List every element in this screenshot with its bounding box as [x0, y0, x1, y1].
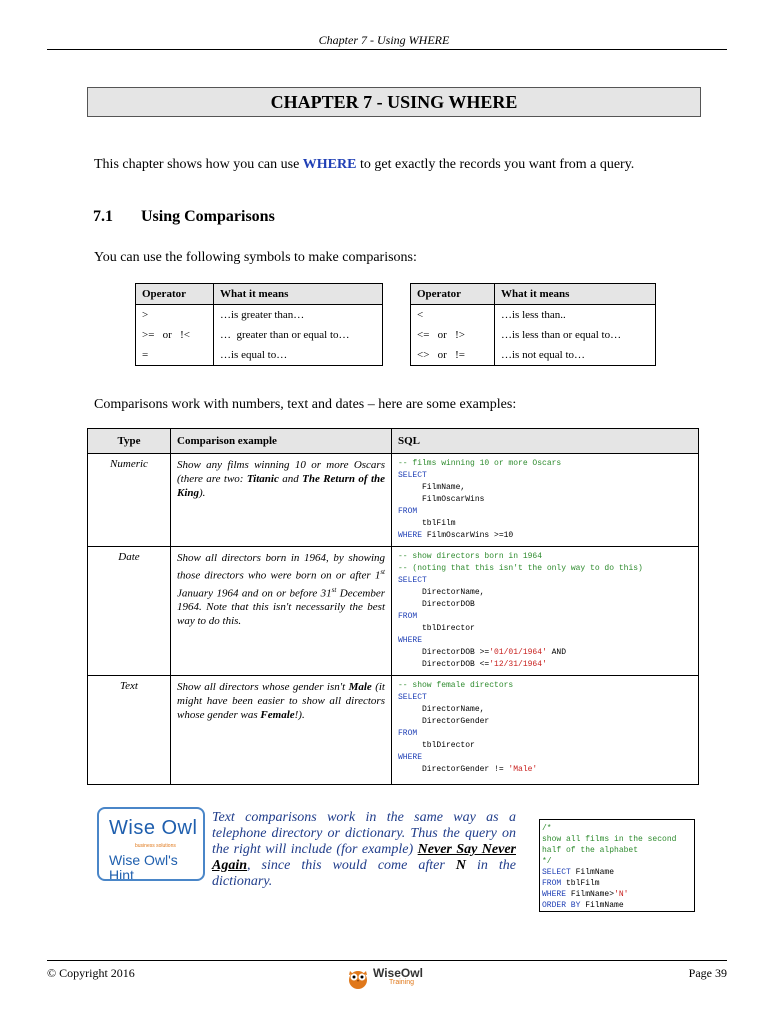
intro-paragraph — [94, 157, 634, 173]
sql-line — [398, 716, 692, 728]
table-row — [136, 325, 383, 345]
sql-line — [398, 611, 692, 623]
example-type: Text — [88, 676, 171, 785]
chapter-heading: CHAPTER 7 - USING WHERE — [87, 87, 701, 117]
sql-line — [398, 530, 692, 542]
sql-token: '01/01/1964' — [489, 648, 547, 657]
desc-emphasis: Male — [348, 681, 372, 693]
example-description — [171, 454, 392, 547]
example-type: Date — [88, 547, 171, 676]
sql-token: FROM — [398, 612, 418, 621]
sql-code-block — [398, 551, 692, 671]
page-header-title: Chapter 7 - Using WHERE — [318, 33, 450, 47]
operator-symbol: >= or !< — [136, 325, 214, 345]
hint-text-span: , since this would come after — [247, 858, 456, 873]
sql-line — [398, 647, 692, 659]
intro-text-before: This chapter shows how you can use — [94, 157, 303, 172]
sql-token: FilmName — [570, 868, 615, 877]
operator-symbol: <> or != — [411, 345, 495, 366]
sql-token: 'Male' — [508, 765, 538, 774]
example-description — [171, 547, 392, 676]
footer-logo — [345, 966, 425, 990]
desc-text: December 1964. Note that this isn't necessarily the best way to do this. — [177, 587, 385, 628]
section-number: 7.1 — [93, 208, 113, 225]
table-row — [411, 345, 656, 366]
operator-meaning: …is less than or equal to… — [495, 325, 656, 345]
sql-line — [398, 482, 692, 494]
sql-token: show all films in the second — [542, 835, 677, 844]
sql-token: WHERE — [398, 753, 423, 762]
sql-token: SELECT — [398, 693, 427, 702]
sql-code-block — [398, 458, 692, 542]
sql-token: FilmName — [580, 901, 624, 910]
sql-line — [542, 856, 692, 867]
desc-text: !). — [294, 709, 305, 721]
desc-superscript: st — [331, 585, 337, 594]
wise-owl-hint-logo — [97, 807, 205, 881]
table-row — [411, 325, 656, 345]
sql-token: FilmOscarWins >=10 — [422, 531, 514, 540]
copyright-text: © Copyright 2016 — [47, 966, 135, 980]
sql-line — [398, 623, 692, 635]
desc-text: Show all directors born in 1964, by showing those directors who were born on or after 1 — [177, 552, 385, 582]
operator-symbol: < — [411, 305, 495, 326]
sql-line — [398, 458, 692, 470]
sql-line — [542, 845, 692, 856]
sql-line — [542, 823, 692, 834]
operator-symbol: > — [136, 305, 214, 326]
table-header: Type — [88, 429, 171, 454]
table-header: What it means — [495, 284, 656, 305]
intro-keyword: WHERE — [302, 157, 357, 172]
table-header: What it means — [214, 284, 383, 305]
sql-token: FilmName, — [398, 483, 466, 492]
sql-line — [398, 587, 692, 599]
table-header: Comparison example — [171, 429, 392, 454]
hint-letter: N — [455, 858, 466, 873]
operator-symbol: <= or !> — [411, 325, 495, 345]
table-header: SQL — [392, 429, 699, 454]
sql-token: -- show female directors — [398, 681, 514, 690]
operator-meaning: …is equal to… — [214, 345, 383, 366]
sql-token: AND — [546, 648, 567, 657]
examples-intro: Comparisons work with numbers, text and dates – here are some examples: — [94, 397, 517, 412]
operator-table-less — [410, 283, 656, 366]
example-sql — [392, 547, 699, 676]
table-row — [88, 547, 699, 676]
sql-line — [398, 752, 692, 764]
sql-token: 'N' — [614, 890, 629, 899]
desc-text: January 1964 and on or before 31 — [177, 587, 332, 600]
sql-line — [398, 740, 692, 752]
sql-line — [398, 470, 692, 482]
logo-wordmark: Wise Owl — [109, 817, 198, 839]
comparison-examples-table — [87, 428, 699, 785]
sql-line — [398, 506, 692, 518]
sql-token: FilmOscarWins — [398, 495, 485, 504]
hint-sql-code — [539, 819, 695, 912]
owl-icon — [345, 966, 371, 990]
footer-logo-sub: Training — [389, 979, 415, 986]
desc-text: Show all directors whose gender isn't — [177, 681, 349, 693]
desc-superscript: st — [380, 568, 385, 576]
sql-line — [398, 563, 692, 575]
example-description — [171, 676, 392, 785]
sql-token: FROM — [398, 507, 418, 516]
sql-line — [398, 704, 692, 716]
sql-token: DirectorDOB <= — [398, 660, 490, 669]
sql-token: -- films winning 10 or more Oscars — [398, 459, 562, 468]
sql-token: DirectorName, — [398, 705, 485, 714]
operator-meaning: …is not equal to… — [495, 345, 656, 366]
sql-token: WHERE — [398, 531, 423, 540]
sql-line — [542, 834, 692, 845]
sql-line — [542, 889, 692, 900]
footer-logo-word: WiseOwl — [373, 966, 423, 980]
sql-token: WHERE — [398, 636, 423, 645]
operator-meaning: … greater than or equal to… — [214, 325, 383, 345]
sql-token: DirectorName, — [398, 588, 485, 597]
operator-meaning: …is greater than… — [214, 305, 383, 326]
sql-line — [542, 878, 692, 889]
sql-line — [398, 599, 692, 611]
operator-symbol: = — [136, 345, 214, 366]
example-type: Numeric — [88, 454, 171, 547]
sql-token: DirectorGender — [398, 717, 490, 726]
table-header: Operator — [136, 284, 214, 305]
table-row — [136, 305, 383, 326]
sql-token: FROM — [542, 879, 562, 888]
sql-token: DirectorDOB >= — [398, 648, 490, 657]
hint-label: Wise Owl's Hint — [109, 852, 178, 881]
sql-line — [398, 692, 692, 704]
sql-token: SELECT — [398, 576, 427, 585]
sql-token: FilmName> — [566, 890, 615, 899]
desc-text: Show any films winning 10 or more Oscars (there are two: — [177, 459, 385, 485]
sql-line — [398, 575, 692, 587]
sql-token: /* — [542, 824, 552, 833]
sql-token: */ — [542, 857, 552, 866]
sql-token: tblDirector — [398, 741, 475, 750]
desc-emphasis: Titanic — [246, 473, 279, 485]
sql-token: -- (noting that this isn't the only way to do this) — [398, 564, 643, 573]
intro-text-after: to get exactly the records you want from a query. — [356, 157, 635, 172]
sql-line — [398, 635, 692, 647]
operator-meaning: …is less than.. — [495, 305, 656, 326]
sql-token: ORDER BY — [542, 901, 581, 910]
sql-line — [398, 680, 692, 692]
desc-emphasis: Female — [260, 709, 295, 721]
hint-film-title: Never Say Never Again — [212, 842, 516, 873]
sql-line — [398, 551, 692, 563]
sql-line — [398, 494, 692, 506]
sql-line — [398, 728, 692, 740]
sql-token: tblDirector — [398, 624, 475, 633]
operator-table-greater — [135, 283, 383, 366]
logo-tagline: business solutions — [135, 843, 176, 849]
sql-token: tblFilm — [398, 519, 456, 528]
symbols-intro: You can use the following symbols to make comparisons: — [94, 250, 417, 265]
desc-text: and — [278, 473, 303, 485]
header-divider — [47, 49, 727, 50]
sql-token: half of the alphabet — [542, 846, 639, 855]
hint-text-span: in the dictionary. — [212, 858, 517, 889]
hint-text-span: Text comparisons work in the same way as a telephone directory or dictionary. Thus the query on the right will include (for example) — [212, 810, 516, 857]
sql-line — [398, 659, 692, 671]
sql-token: '12/31/1964' — [489, 660, 547, 669]
sql-token: -- show directors born in 1964 — [398, 552, 543, 561]
section-title: Using Comparisons — [141, 208, 275, 225]
hint-text — [212, 810, 516, 890]
sql-token: DirectorDOB — [398, 600, 475, 609]
desc-text: ). — [199, 487, 206, 499]
sql-line — [542, 867, 692, 878]
table-row — [88, 454, 699, 547]
sql-code-block — [398, 680, 692, 776]
sql-token: SELECT — [542, 868, 571, 877]
sql-line — [542, 900, 692, 911]
table-row — [411, 305, 656, 326]
sql-token: FROM — [398, 729, 418, 738]
sql-token: tblFilm — [561, 879, 600, 888]
table-row — [136, 345, 383, 366]
table-row — [88, 676, 699, 785]
desc-emphasis: The Return of the King — [177, 473, 386, 499]
example-sql — [392, 676, 699, 785]
table-header: Operator — [411, 284, 495, 305]
desc-text: (it might have been easier to show all directors whose gender was — [177, 681, 385, 721]
sql-token: DirectorGender != — [398, 765, 509, 774]
example-sql — [392, 454, 699, 547]
sql-line — [398, 518, 692, 530]
sql-line — [398, 764, 692, 776]
sql-token: SELECT — [398, 471, 427, 480]
footer-divider — [47, 960, 727, 961]
sql-token: WHERE — [542, 890, 567, 899]
page-number: Page 39 — [688, 966, 727, 980]
